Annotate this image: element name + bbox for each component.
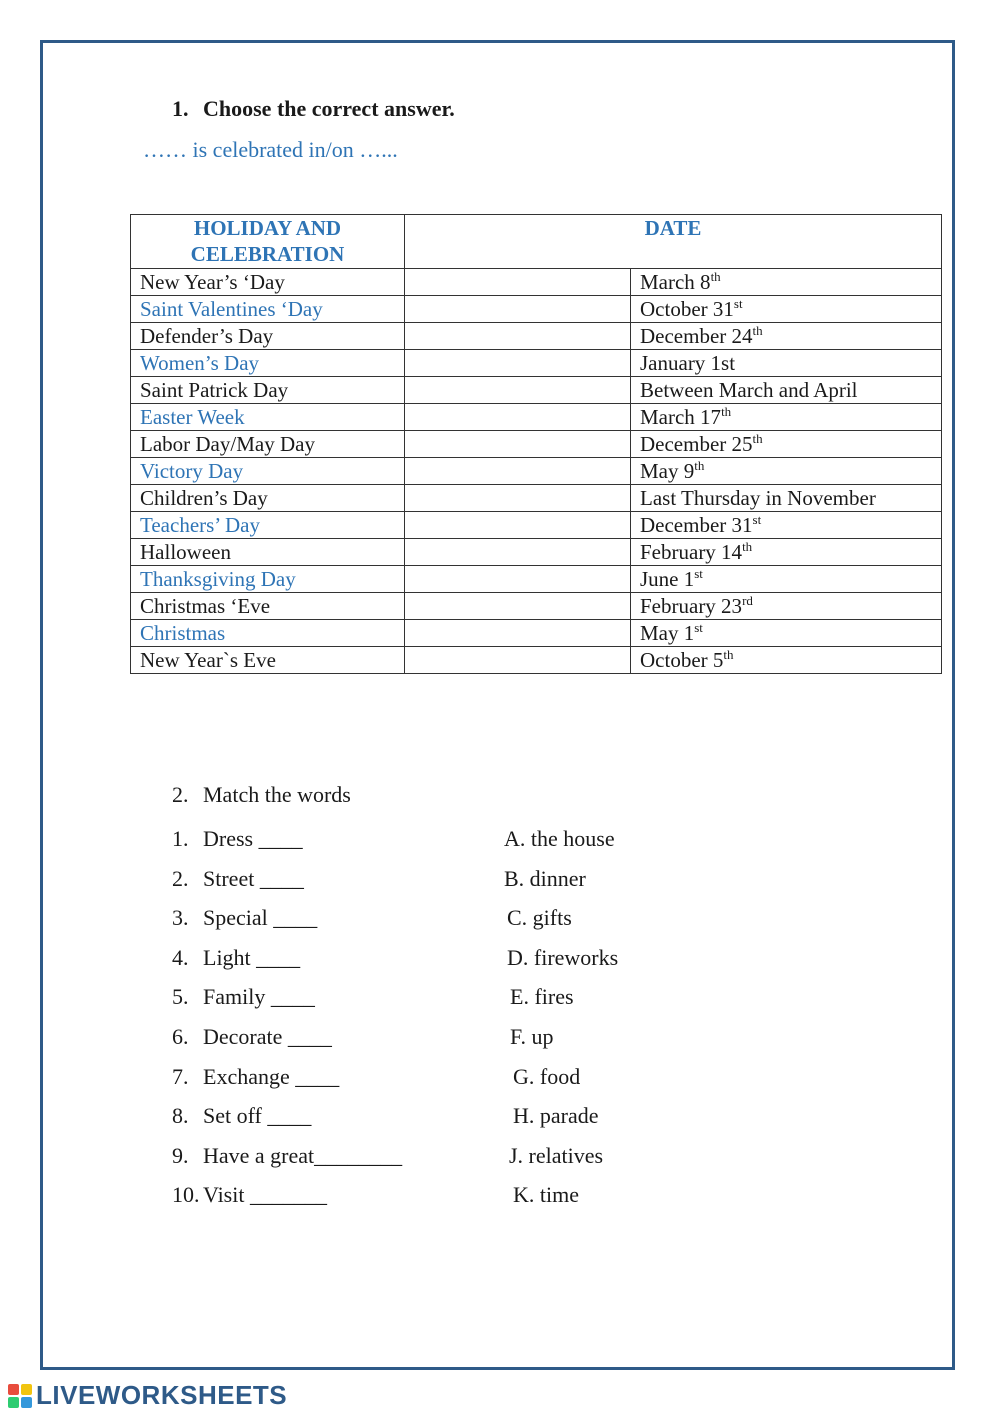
table-row: [131, 323, 942, 350]
table-row: [131, 377, 942, 404]
table-row: [131, 404, 942, 431]
date-cell: [631, 323, 942, 350]
answer-blank-cell[interactable]: [405, 377, 631, 404]
logo-text: LIVEWORKSHEETS: [36, 1380, 288, 1410]
date-suffix: th: [752, 323, 763, 338]
match-word[interactable]: Street ____: [203, 865, 304, 891]
match-number: 4.: [172, 944, 189, 970]
match-answer: B. dinner: [504, 865, 586, 891]
date-suffix: st: [752, 512, 762, 527]
date-text: May 1: [640, 621, 695, 645]
match-answer: J. relatives: [509, 1142, 604, 1168]
match-number: 6.: [172, 1023, 189, 1049]
match-answer: A. the house: [504, 826, 615, 851]
date-suffix: th: [742, 539, 753, 554]
table-row: [131, 431, 942, 458]
answer-blank-cell[interactable]: [405, 431, 631, 458]
match-number: 9.: [172, 1142, 189, 1168]
date-text: Between March and April: [640, 378, 858, 402]
date-suffix: th: [710, 269, 721, 284]
holiday-cell: New Year’s ‘Day: [131, 269, 405, 296]
holiday-cell: Teachers’ Day: [131, 512, 405, 539]
answer-blank-cell[interactable]: [405, 350, 631, 377]
date-cell: [631, 647, 942, 674]
table-row: [131, 539, 942, 566]
answer-blank-cell[interactable]: [405, 647, 631, 674]
match-answer: H. parade: [513, 1103, 599, 1129]
match-number: 5.: [172, 984, 189, 1010]
match-number: 2.: [172, 865, 189, 891]
date-suffix: st: [694, 566, 703, 581]
date-cell: [631, 431, 942, 458]
date-text: December 31: [640, 513, 753, 537]
date-text: May 9: [640, 459, 695, 483]
date-suffix: th: [721, 404, 732, 419]
date-text: February 14: [640, 540, 743, 564]
holiday-cell: Saint Valentines ‘Day: [131, 296, 405, 323]
holiday-cell: Children’s Day: [131, 485, 405, 512]
holiday-cell: Easter Week: [131, 404, 405, 431]
date-text: December 25: [640, 432, 753, 456]
date-text: December 24: [640, 324, 753, 348]
table-row: [131, 647, 942, 674]
header-holiday: HOLIDAY AND CELEBRATION: [131, 215, 405, 269]
date-cell: [631, 458, 942, 485]
match-word[interactable]: Decorate ____: [203, 1023, 332, 1049]
logo-icon: [8, 1384, 32, 1408]
holiday-cell: Saint Patrick Day: [131, 377, 405, 404]
date-text: March 8: [640, 270, 711, 294]
table-row: [131, 593, 942, 620]
answer-blank-cell[interactable]: [405, 323, 631, 350]
holiday-cell: New Year`s Eve: [131, 647, 405, 674]
table-row: [131, 485, 942, 512]
answer-blank-cell[interactable]: [405, 539, 631, 566]
table-row: [131, 350, 942, 377]
match-number: 10.: [172, 1182, 200, 1208]
answer-blank-cell[interactable]: [405, 566, 631, 593]
date-suffix: st: [733, 296, 743, 311]
date-cell: [631, 485, 942, 512]
date-cell: [631, 404, 942, 431]
date-cell: [631, 350, 942, 377]
match-answer: C. gifts: [507, 905, 572, 931]
date-cell: [631, 566, 942, 593]
match-answer: K. time: [513, 1182, 579, 1208]
header-date: DATE: [405, 215, 942, 269]
match-word[interactable]: Light ____: [203, 944, 301, 970]
answer-blank-cell[interactable]: [405, 485, 631, 512]
date-suffix: th: [752, 431, 763, 446]
section2-title: 2. Match the words: [172, 782, 351, 807]
match-word[interactable]: Family ____: [203, 984, 315, 1010]
match-word[interactable]: Visit _______: [203, 1182, 327, 1208]
table-row: [131, 566, 942, 593]
holiday-cell: Labor Day/May Day: [131, 431, 405, 458]
table-row: [131, 512, 942, 539]
date-text: October 31: [640, 297, 734, 321]
holiday-table: [130, 214, 942, 674]
date-cell: [631, 593, 942, 620]
date-suffix: th: [694, 458, 705, 473]
liveworksheets-logo: [8, 1380, 287, 1411]
section1-title: 1. Choose the correct answer.: [172, 96, 455, 121]
answer-blank-cell[interactable]: [405, 512, 631, 539]
date-text: March 17: [640, 405, 722, 429]
table-row: [131, 269, 942, 296]
table-header-row: [131, 215, 942, 269]
answer-blank-cell[interactable]: [405, 620, 631, 647]
holiday-cell: Women’s Day: [131, 350, 405, 377]
answer-blank-cell[interactable]: [405, 269, 631, 296]
match-number: 1.: [172, 826, 189, 851]
answer-blank-cell[interactable]: [405, 458, 631, 485]
table-row: [131, 296, 942, 323]
table-row: [131, 458, 942, 485]
date-cell: [631, 512, 942, 539]
holiday-cell: Christmas: [131, 620, 405, 647]
match-answer: E. fires: [510, 984, 574, 1010]
answer-blank-cell[interactable]: [405, 404, 631, 431]
date-text: February 23: [640, 594, 743, 618]
date-cell: [631, 296, 942, 323]
date-suffix: st: [694, 620, 703, 635]
table-row: [131, 620, 942, 647]
match-number: 7.: [172, 1063, 189, 1089]
answer-blank-cell[interactable]: [405, 296, 631, 323]
date-text: October 5: [640, 648, 724, 672]
holiday-cell: Halloween: [131, 539, 405, 566]
match-answer: D. fireworks: [507, 944, 619, 970]
date-text: January 1st: [640, 351, 736, 375]
date-suffix: rd: [742, 593, 753, 608]
match-word[interactable]: Special ____: [203, 905, 318, 931]
date-cell: [631, 377, 942, 404]
match-word[interactable]: Exchange ____: [203, 1063, 340, 1089]
holiday-cell: Thanksgiving Day: [131, 566, 405, 593]
date-text: June 1: [640, 567, 695, 591]
match-word[interactable]: Have a great________: [203, 1142, 403, 1168]
date-cell: [631, 620, 942, 647]
match-number: 8.: [172, 1103, 189, 1129]
holiday-cell: Victory Day: [131, 458, 405, 485]
match-word[interactable]: Dress ____: [203, 826, 303, 851]
date-cell: [631, 269, 942, 296]
match-number: 3.: [172, 905, 189, 931]
holiday-cell: Christmas ‘Eve: [131, 593, 405, 620]
date-suffix: th: [723, 647, 734, 662]
holiday-cell: Defender’s Day: [131, 323, 405, 350]
match-answer: G. food: [513, 1063, 581, 1089]
date-cell: [631, 539, 942, 566]
match-answer: F. up: [510, 1023, 554, 1049]
match-word[interactable]: Set off ____: [203, 1103, 312, 1129]
section1-hint: …… is celebrated in/on …...: [143, 137, 398, 162]
answer-blank-cell[interactable]: [405, 593, 631, 620]
date-text: Last Thursday in November: [640, 486, 876, 510]
